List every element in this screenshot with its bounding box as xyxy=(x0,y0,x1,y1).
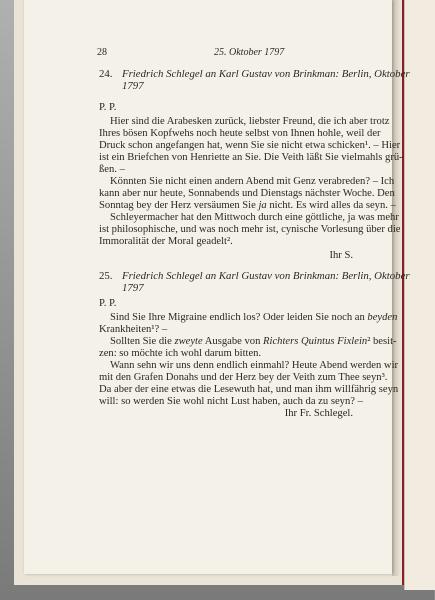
page-number: 28 xyxy=(97,47,107,58)
letter-25-heading-cont: 1797 xyxy=(122,282,144,294)
running-head: 25. Oktober 1797 xyxy=(214,47,285,58)
letter-24-closing: Ihr S. xyxy=(329,250,353,261)
letter-24-heading-cont: 1797 xyxy=(122,80,144,92)
text-run: Sind Sie Ihre Migraine endlich los? Oder leiden Sie noch an xyxy=(110,312,368,323)
text-run: ² besit- xyxy=(367,336,397,347)
letter-25-salutation: P. P. xyxy=(99,298,117,309)
letter-25-line: zen: so möchte ich wohl darum bitten. xyxy=(99,348,262,359)
letter-25-heading: Friedrich Schlegel an Karl Gustav von Brinkman: Berlin, Oktober xyxy=(122,270,410,282)
letter-24-line: Immoralität der Moral geadelt². xyxy=(99,236,233,247)
letter-25-line xyxy=(110,336,397,348)
text-run: nicht. Es wird alles da seyn. – xyxy=(266,200,396,211)
text-run: Ausgabe von xyxy=(202,336,264,347)
letter-25-line xyxy=(110,312,397,324)
text-run: Sollten Sie die xyxy=(110,336,175,347)
emphasis-text: beyden xyxy=(367,312,398,323)
emphasis-text: Richters Quintus Fixlein xyxy=(263,336,368,347)
book-page xyxy=(24,0,410,574)
text-run: Sonntag bey der Herz versäumen Sie xyxy=(99,200,256,211)
letter-25-line: mit den Grafen Donahs und der Herz bey der Veith zum Thee seyn³. xyxy=(99,372,388,383)
letter-24-line: Druck schon angefangen hat, wenn Sie sie nicht etwa schicken¹. – Hier xyxy=(99,140,401,151)
letter-24-line: ist ein Briefchen von Henriette an Sie. Die Veith läßt Sie vielmahls grü- xyxy=(99,152,403,163)
letter-24-line: Schleyermacher hat den Mittwoch durch eine göttliche, ja was mehr xyxy=(110,212,399,223)
emphasis-text: ja xyxy=(258,200,267,211)
letter-24-line: Ihres bösen Kopfwehs noch heute selbst von Ihnen hohle, weil der xyxy=(99,128,381,139)
letter-25-line: Da aber der eine etwas die Lesewuth hat, und man ihm willfährig seyn xyxy=(99,384,399,395)
letter-25-closing: Ihr Fr. Schlegel. xyxy=(284,408,353,419)
letter-24-line: ßen. – xyxy=(99,164,125,175)
letter-24-line: kann aber nur heute, Sonnabends und Dienstags nächster Woche. Den xyxy=(99,188,395,199)
letter-24-line: Hier sind die Arabesken zurück, liebster Freund, die ich aber trotz xyxy=(110,116,390,127)
emphasis-text: zweyte xyxy=(174,336,203,347)
letter-24-line xyxy=(99,200,396,212)
letter-25-line: Krankheiten¹? – xyxy=(99,324,168,335)
letter-25-number: 25. xyxy=(99,270,113,282)
letter-25-line: will: so werden Sie wohl nicht Lust haben, auch da zu seyn? – xyxy=(99,396,363,407)
letter-24-line: ist philosophische, und was noch mehr ist, cynische Vorlesung über die xyxy=(99,224,401,235)
letter-24-line: Könnten Sie nicht einen andern Abend mit Genz verabreden? – Ich xyxy=(110,176,395,187)
letter-24-number: 24. xyxy=(99,68,113,80)
book-binding-gutter xyxy=(392,0,402,576)
letter-25-line: Wann sehn wir uns denn endlich einmahl? Heute Abend werden wir xyxy=(110,360,399,371)
letter-24-salutation: P. P. xyxy=(99,102,117,113)
letter-24-heading: Friedrich Schlegel an Karl Gustav von Brinkman: Berlin, Oktober xyxy=(122,68,410,80)
adjacent-page-edge xyxy=(404,0,435,590)
